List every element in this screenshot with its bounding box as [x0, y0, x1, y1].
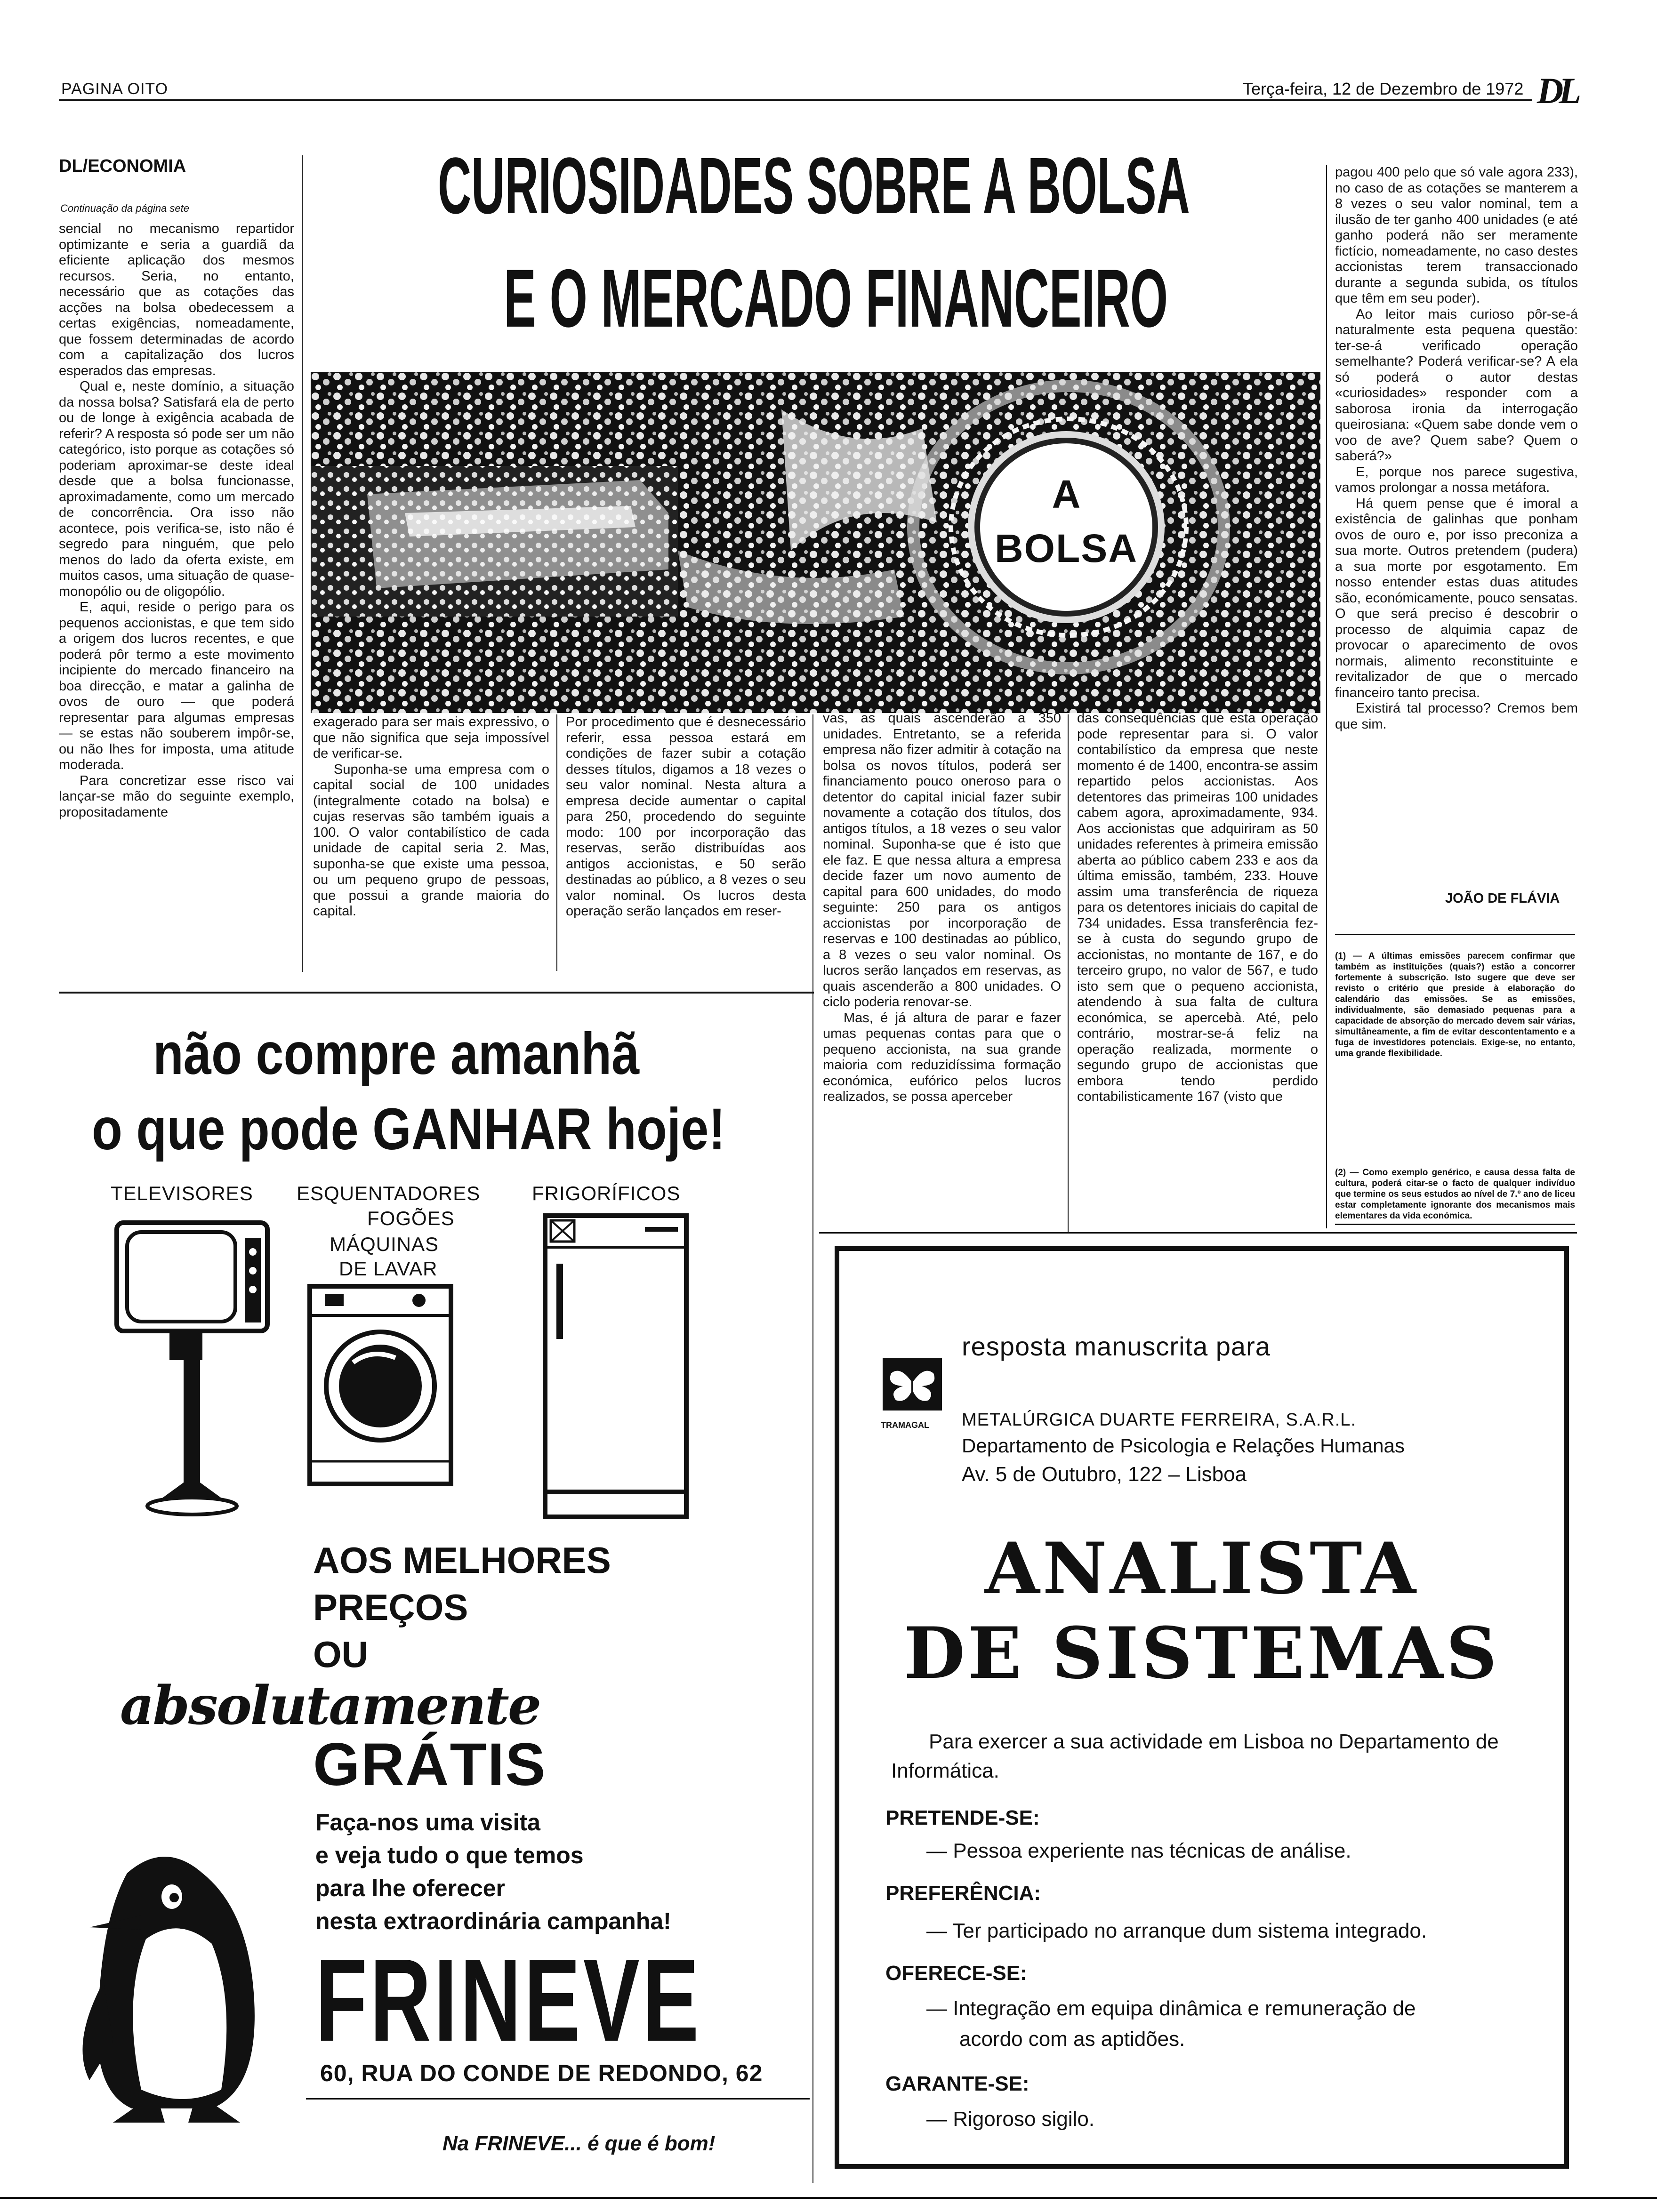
article-column-6 [1335, 165, 1578, 732]
frineve-brand: FRINEVE [315, 1946, 702, 2054]
continuation-note: Continuação da página sete [60, 202, 189, 214]
washing-machine-icon [306, 1282, 457, 1490]
frineve-headline-1: não compre amanhã [153, 1021, 640, 1087]
penguin-mascot-icon [71, 1845, 306, 2127]
article-column-4 [823, 711, 1061, 1105]
text-pretende: — Pessoa experiente nas técnicas de análise. [926, 1839, 1351, 1862]
column-divider [1068, 714, 1069, 1232]
television-icon [113, 1219, 273, 1520]
frineve-address-rule [306, 2098, 810, 2100]
frineve-slogan: Na FRINEVE... é que é bom! [442, 2132, 716, 2155]
issue-date: Terça-feira, 12 de Dezembro de 1972 [1243, 79, 1524, 98]
footnote-1: (1) — A últimas emissões parecem confirmar que também as instituições (quais?) estão a concorrer fortemente à subscrição. Isto sugere que deve ser revisto o critério que preside à elaboração do calendário das emissões. Se as emissões, individualmente, são demasiado pequenas para a capacidade de absorção do mercado devem sair várias, simultâneamente, a fim de evitar descontentamento e a fuga de investidores potenciais. Exige-se, no entanto, uma grande flexibilidade. [1335, 951, 1575, 1058]
ad-separator [59, 992, 814, 994]
visit-line-1: Faça-nos uma visita [315, 1809, 540, 1835]
footnote-rule [1335, 934, 1575, 935]
footnote-2: (2) — Como exemplo genérico, e causa dessa falta de cultura, poderá citar-se o facto de qualquer indivíduo que termine os seus estudos ao nível de 7.º ano de liceu estar completamente ignorante dos mecanismos mais elementares da vida económica. [1335, 1168, 1575, 1221]
newspaper-logo: DL [1537, 70, 1577, 111]
label-de-lavar: DE LAVAR [339, 1258, 438, 1280]
reply-line: resposta manuscrita para [962, 1331, 1271, 1361]
heading-pretende: PRETENDE-SE: [885, 1806, 1040, 1829]
gratis-text: GRÁTIS [313, 1731, 547, 1798]
prices-line-1: AOS MELHORES [313, 1539, 611, 1581]
company-name: METALÚRGICA DUARTE FERREIRA, S.A.R.L. [962, 1410, 1356, 1430]
paragraph: vas, as quais ascenderão a 350 unidades. Entretanto, se a referida empresa não fizer admitir à cotação na bolsa os novos títulos, poderá ser financiamento pouco oneroso para o detentor do capital inicial fazer subir novamente a cotação dos títulos, dos antigos títulos, a 18 vezes o seu valor nominal. Suponha-se que é isto que ele faz. E que nessa altura a empresa decide fazer um novo aumento de capital para 600 unidades, do modo seguinte: 250 para os antigos accionistas por incorporação de reservas e 100 destinadas ao público, a 8 vezes o seu valor nominal. Os lucros serão lançados em reservas, as quais ascenderão a 800 unidades. O ciclo poderia renovar-se. [823, 711, 1061, 1010]
frineve-headline-2: o que pode GANHAR hoje! [92, 1097, 725, 1162]
ad-column-divider [812, 1232, 813, 2183]
headline-line-2: E O MERCADO FINANCEIRO [504, 264, 1168, 334]
section-label: DL/ECONOMIA [59, 156, 186, 176]
author-byline: JOÃO DE FLÁVIA [1445, 891, 1560, 906]
footnote-end-rule [1335, 1224, 1575, 1225]
article-column-5 [1077, 711, 1318, 1105]
badge-line-2: BOLSA [995, 526, 1138, 570]
label-esquentadores: ESQUENTADORES [297, 1182, 481, 1204]
refrigerator-icon [541, 1212, 692, 1523]
paragraph: das consequências que esta operação pode representar para si. O valor contabilístico da empresa que neste momento é de 1400, encontra-se assim repartido pelos accionistas. Aos detentores das primeiras 100 unidades cabem agora, aproximadamente, 934. Aos accionistas que adquiriram as 50 unidades referentes à primeira emissão aberta ao público cabem 233 e aos da última emissão, também, 233. Houve assim uma transferência de riqueza para os detentores iniciais do capital de 734 unidades. Essa transferência fez-se à custa do segundo grupo de accionistas, no montante de 167, e do terceiro grupo, no valor de 567, e tudo isto sem que o pequeno accionista, atendendo à sua falta de cultura económica, se apercebà. Até, pelo contrário, mostrar-se-á feliz na operação realizada, mormente o segundo grupo de accionistas que embora tendo perdido contabilisticamente 167 (visto que [1077, 711, 1318, 1104]
paragraph: Existirá tal processo? Cremos bem que sim. [1335, 701, 1578, 732]
prices-line-2: PREÇOS [313, 1587, 468, 1628]
prices-line-3: OU [313, 1634, 368, 1675]
ad-separator-right [819, 1232, 1577, 1234]
script-absolutamente: absolutamente [120, 1675, 540, 1737]
badge-line-1: A [1052, 472, 1081, 516]
paragraph: Mas, é já altura de parar e fazer umas pequenas contas para que o pequeno accionista, na sua grande maioria com reduzidíssima formação económica, eufórico pelos lucros realizados, se possa aperceber [823, 1010, 1061, 1104]
visit-line-3: para lhe oferecer [315, 1875, 505, 1901]
column-divider [556, 714, 557, 971]
text-oferece-1: — Integração em equipa dinâmica e remuneração de [926, 1997, 1416, 2020]
job-title-1: ANALISTA [985, 1527, 1419, 1610]
text-preferencia: — Ter participado no arranque dum sistema integrado. [926, 1919, 1427, 1942]
logo-caption: TRAMAGAL [881, 1420, 929, 1430]
company-address: Av. 5 de Outubro, 122 – Lisboa [962, 1463, 1247, 1486]
paragraph: E, aqui, reside o perigo para os pequenos accionistas, e que tem sido a origem dos lucros recentes, e que poderá pôr termo a este movimento incipiente do mercado financeiro na boa direcção, e matar a galinha de ovos de ouro — que poderá representar para algumas empresas — se estas não souberem impôr-se, ou não lhes for imposta, uma atitude moderada. [59, 600, 294, 772]
stock-exchange-photo [311, 372, 1320, 713]
paragraph: Há quem pense que é imoral a existência de galinhas que ponham ovos de ouro e, por isso preconiza a sua morte. Outros pretendem (pudera) a sua morte por esgotamento. Em nosso entender estas duas atitudes são, económicamente, pouco sensatas. O que será preciso é descobrir o processo de alquimia capaz de provocar o aparecimento de ovos normais, alimento reconstituinte e revitalizador de que o mercado financeiro tanto precisa. [1335, 496, 1578, 700]
article-column-3 [566, 714, 806, 920]
visit-line-2: e veja tudo o que temos [315, 1842, 584, 1868]
paragraph: E, porque nos parece sugestiva, vamos prolongar a nossa metáfora. [1335, 464, 1578, 495]
paragraph: Qual e, neste domínio, a situação da nossa bolsa? Satisfará ela de perto ou de longe à exigência acabada de referir? A resposta só pode ser um não categórico, isto porque as cotações só poderiam aproximar-se deste ideal desde que a bolsa funcionasse, aproximadamente, como um mercado de concorrência. Ora isso não acontece, pois verifica-se, isto não é segredo para ninguém, que pelo menos do lado da oferta existe, em muitos casos, uma situação de quase-monopólio ou de oligopólio. [59, 379, 294, 599]
label-maquinas: MÁQUINAS [330, 1233, 439, 1255]
label-frigorificos: FRIGORÍFICOS [532, 1182, 681, 1204]
column-divider [812, 714, 813, 1232]
heading-garante: GARANTE-SE: [885, 2072, 1030, 2095]
paragraph: exagerado para ser mais expressivo, o que não significa que seja impossível de verificar-se. [313, 714, 549, 761]
visit-line-4: nesta extraordinária campanha! [315, 1908, 671, 1934]
company-department: Departamento de Psicologia e Relações Humanas [962, 1435, 1405, 1457]
heading-preferencia: PREFERÊNCIA: [885, 1882, 1041, 1905]
crowd-illustration [311, 372, 1320, 713]
heading-oferece: OFERECE-SE: [885, 1962, 1027, 1985]
article-column-2 [313, 714, 549, 920]
article-column-1 [59, 221, 294, 820]
page-bottom-rule [0, 2197, 1657, 2199]
paragraph: sencial no mecanismo repartidor optimizante e seria a guardiã da eficiente aplicação dos mesmos recursos. Seria, no entanto, necessário que as cotações das acções na bolsa obedecessem a certas exigências, nomeadamente, que fossem determinadas de acordo com a capitalização dos lucros esperados das empresas. [59, 221, 294, 378]
paragraph: pagou 400 pelo que só vale agora 233), no caso de as cotações se manterem a 8 vezes o seu valor nominal, tem a ilusão de ter ganho 400 unidades (e até ganho poderá não ser meramente fictício, nomeadamente, no caso destes accionistas terem transaccionado durante a segunda subida, os títulos que têm em seu poder). [1335, 165, 1578, 306]
label-televisores: TELEVISORES [111, 1182, 253, 1204]
text-oferece-2: acordo com as aptidões. [959, 2028, 1185, 2051]
column-divider [302, 155, 303, 972]
job-ad-box [835, 1246, 1569, 2169]
butterfly-logo-icon [882, 1357, 943, 1423]
headline-line-1: CURIOSIDADES SOBRE A BOLSA [438, 151, 1190, 216]
job-title-2: DE SISTEMAS [903, 1612, 1500, 1695]
paragraph: Por procedimento que é desnecessário referir, essa pessoa estará em condições de fazer subir a cotação desses títulos, digamos a 18 vezes o seu valor nominal. Nesta altura a empresa decide aumentar o capital para 250, procedendo do seguinte modo: 100 por incorporação das reservas, serão distribuídas aos antigos accionistas, e 50 serão destinadas ao público, a 8 vezes o seu valor nominal. Os lucros desta operação serão lançados em reser- [566, 714, 806, 919]
text-garante: — Rigoroso sigilo. [926, 2108, 1095, 2131]
page-label: PAGINA OITO [61, 80, 169, 98]
paragraph: Ao leitor mais curioso pôr-se-á naturalmente esta pequena questão: ter-se-á verificado operação semelhante? Poderá verificar-se? A ela só poderá o autor destas «curiosidades» responder com a saborosa ironia da interrogação queirosiana: «Quem sabe donde vem o voo de ave? Quem sabe? Quem o saberá?» [1335, 306, 1578, 464]
header-rule [59, 99, 1532, 101]
frineve-address: 60, RUA DO CONDE DE REDONDO, 62 [320, 2060, 763, 2086]
job-intro: Para exercer a sua actividade em Lisboa no Departamento de Informática. [891, 1730, 1499, 1782]
paragraph: Para concretizar esse risco vai lançar-se mão do seguinte exemplo, propositadamente [59, 773, 294, 820]
paragraph: Suponha-se uma empresa com o capital social de 100 unidades (integralmente cotado na bolsa) e cujas reservas são também iguais a 100. O valor contabilístico de cada unidade de capital seria 2. Mas, suponha-se que existe uma pessoa, ou um pequeno grupo de pessoas, que possui a grande maioria do capital. [313, 761, 549, 919]
column-divider [1326, 165, 1327, 1228]
label-fogoes: FOGÕES [367, 1207, 455, 1229]
bolsa-badge [974, 438, 1158, 617]
